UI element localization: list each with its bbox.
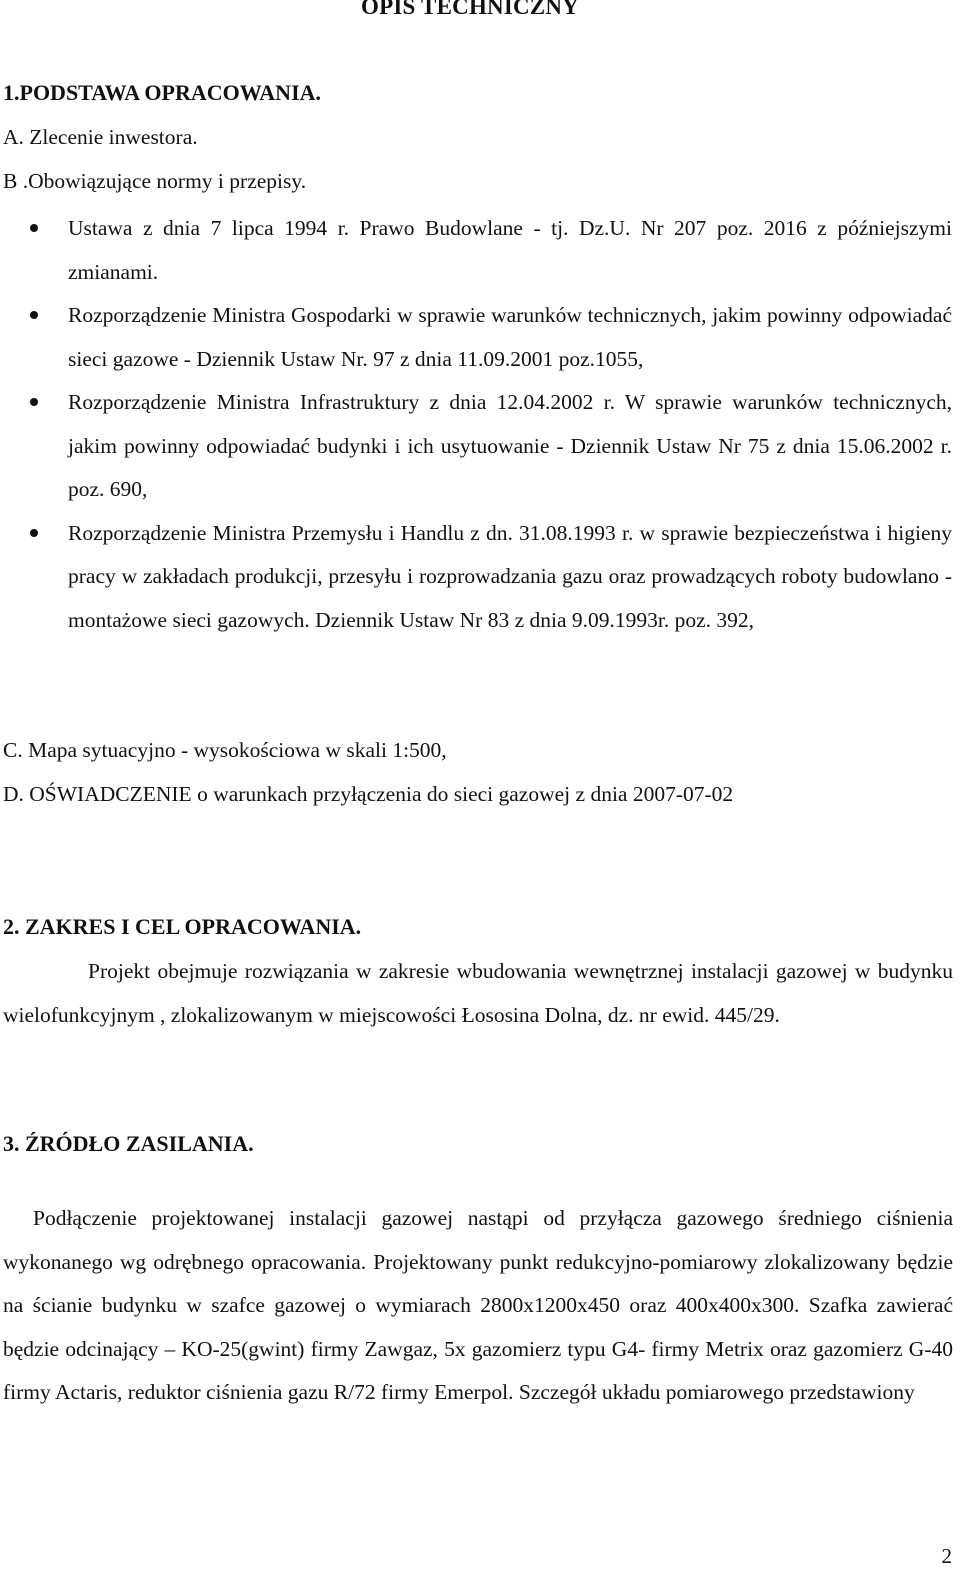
- section-3-paragraph: Podłączenie projektowanej instalacji gazowej nastąpi od przyłącza gazowego średniego ciśnienia wykonanego wg odrębnego opracowania. Projektowany punkt redukcyjno-pomiarowy zlokalizowany będzie na ścianie budynku w szafce gazowej o wymiarach 2800x1200x450 oraz 400x400x300. Szafka zawierać będzie odcinający – KO-25(gwint) firmy Zawgaz, 5x gazomierz typu G4- firmy Metrix oraz gazomierz G-40 firmy Actaris, reduktor ciśnienia gazu R/72 firmy Emerpol. Szczegół układu pomiarowego przedstawiony: [3, 1206, 953, 1404]
- item-a-text: A. Zlecenie inwestora.: [3, 125, 198, 149]
- list-item: Rozporządzenie Ministra Infrastruktury z dnia 12.04.2002 r. W sprawie warunków technicznych, jakim powinny odpowiadać budynki i ich usytuowanie - Dziennik Ustaw Nr 75 z dnia 15.06.2002 r. poz. 690,: [0, 381, 952, 512]
- list-item: Rozporządzenie Ministra Przemysłu i Handlu z dn. 31.08.1993 r. w sprawie bezpieczeństwa i higieny pracy w zakładach produkcji, przesyłu i rozprowadzania gazu oraz prowadzących roboty budowlano - montażowe sieci gazowych. Dziennik Ustaw Nr 83 z dnia 9.09.1993r. poz. 392,: [0, 512, 952, 643]
- regulations-list: [0, 207, 960, 642]
- section-3-heading: 3. ŹRÓDŁO ZASILANIA.: [3, 1131, 254, 1156]
- section-2-heading: 2. ZAKRES I CEL OPRACOWANIA.: [3, 914, 362, 939]
- list-item: Ustawa z dnia 7 lipca 1994 r. Prawo Budowlane - tj. Dz.U. Nr 207 poz. 2016 z późniejszymi zmianami.: [0, 207, 952, 294]
- page-number: 2: [941, 1544, 952, 1568]
- item-d-text: D. OŚWIADCZENIE o warunkach przyłączenia do sieci gazowej z dnia 2007-07-02: [3, 782, 734, 806]
- document-title: OPIS TECHNICZNY: [361, 0, 579, 19]
- section-2-paragraph: Projekt obejmuje rozwiązania w zakresie wbudowania wewnętrznej instalacji gazowej w budynku wielofunkcyjnym , zlokalizowanym w miejscowości Łososina Dolna, dz. nr ewid. 445/29.: [3, 959, 953, 1027]
- item-b-text: B .Obowiązujące normy i przepisy.: [3, 169, 307, 193]
- list-item: Rozporządzenie Ministra Gospodarki w sprawie warunków technicznych, jakim powinny odpowiadać sieci gazowe - Dziennik Ustaw Nr. 97 z dnia 11.09.2001 poz.1055,: [0, 294, 952, 381]
- item-c-text: C. Mapa sytuacyjno - wysokościowa w skali 1:500,: [3, 738, 447, 762]
- section-1-heading: 1.PODSTAWA OPRACOWANIA.: [3, 80, 322, 105]
